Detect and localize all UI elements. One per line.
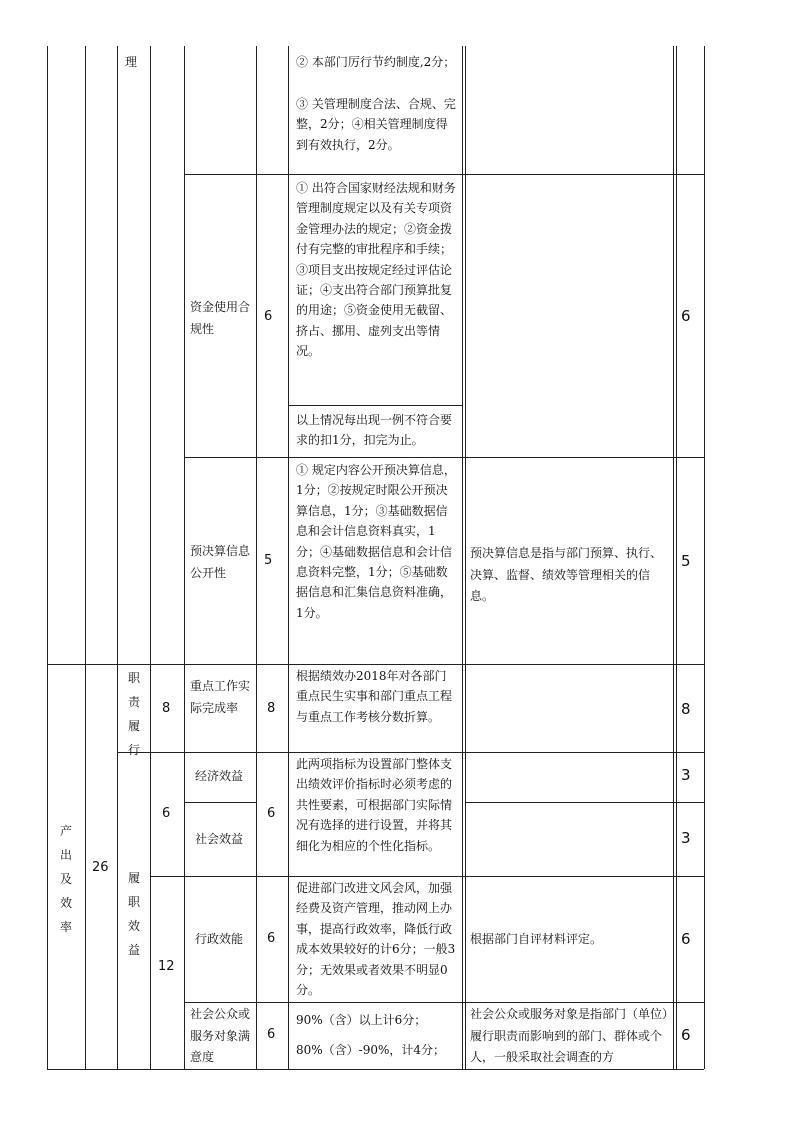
duty-benefit-subcategory: 履 职 效 益 [127,871,140,957]
satisfaction-weight: 6 [267,1027,276,1042]
management-criteria-3: ③ 关管理制度合法、合规、完整，2分；④相关管理制度得到有效执行，2分。 [296,97,456,152]
satisfaction-criteria-2: 80%（含）-90%，计4分； [296,1043,446,1057]
fund-use-indicator: 资金使用合规性 [190,300,251,336]
continued-category-fragment: 理 [124,55,137,69]
admin-efficiency-indicator: 行政效能 [195,932,244,946]
budget-disclosure-criteria: ① 规定内容公开预决算信息，1分；②按规定时限公开预决算信息，1分；③基础数据信息和会计信息资料真实，1分；④基础数据信息和会计信息资料完整，1分；⑤基础数据信息和汇集信息资料准确，1分。 [296,463,456,620]
fund-use-weight: 6 [264,309,273,324]
duty-performance-sub-weight: 8 [162,701,171,716]
satisfaction-criteria-1: 90%（含）以上计6分； [296,1013,427,1027]
satisfaction-note: 社会公众或服务对象是指部门（单位）履行职责而影响到的部门、群体或个人，一般采取社会调查的方 [470,1007,669,1064]
budget-disclosure-note: 预决算信息是指与部门预算、执行、决算、监督、绩效等管理相关的信息。 [470,546,663,603]
admin-efficiency-criteria: 促进部门改进文风会风，加强经费及资产管理，推动网上办事，提高行政效率，降低行政成本效果较好的计6分；一般3分；无效果或者效果不明显0分。 [296,881,456,998]
fund-use-deduction: 以上情况每出现一例不符合要求的扣1分，扣完为止。 [296,413,453,448]
key-work-completion-indicator: 重点工作实际完成率 [190,679,251,715]
output-category-weight: 26 [92,860,109,875]
key-work-completion-criteria: 根据绩效办2018年对各部门重点民生实事和部门重点工程与重点工作考核分数折算。 [296,669,453,724]
fund-use-score: 6 [681,307,691,325]
key-work-completion-weight: 8 [267,701,276,716]
satisfaction-indicator: 社会公众或服务对象满意度 [190,1007,251,1064]
social-benefit-score: 3 [681,829,691,847]
admin-efficiency-note: 根据部门自评材料评定。 [470,932,603,946]
budget-disclosure-score: 5 [681,552,691,570]
social-benefit-indicator: 社会效益 [195,832,244,846]
benefit-shared-weight: 6 [267,806,276,821]
key-work-completion-score: 8 [681,700,691,718]
economic-benefit-indicator: 经济效益 [195,769,244,783]
admin-efficiency-weight: 6 [267,931,276,946]
economic-benefit-score: 3 [681,766,691,784]
benefit-group1-weight: 6 [162,806,171,821]
benefit-group2-weight: 12 [158,959,175,974]
output-category: 产 出 及 效 率 [59,824,72,934]
admin-efficiency-score: 6 [681,930,691,948]
management-criteria-2: ② 本部门厉行节约制度,2分； [296,55,456,69]
fund-use-criteria: ① 出符合国家财经法规和财务管理制度规定以及有关专项资金管理办法的规定；②资金拨付有完整的审批程序和手续；③项目支出按规定经过评估论证；④支出符合部门预算批复的用途；⑤资金使用无截留、挤占、挪用、虚列支出等情况。 [296,181,456,359]
satisfaction-score: 6 [681,1026,691,1044]
budget-disclosure-indicator: 预决算信息公开性 [190,544,251,580]
budget-disclosure-weight: 5 [264,553,273,568]
duty-performance-subcategory: 职 责 履 行 [127,671,140,757]
benefit-shared-criteria: 此两项指标为设置部门整体支出绩效评价指标时必须考虑的共性要素，可根据部门实际情况有选择的进行设置，并将其细化为相应的个性化指标。 [296,757,453,853]
